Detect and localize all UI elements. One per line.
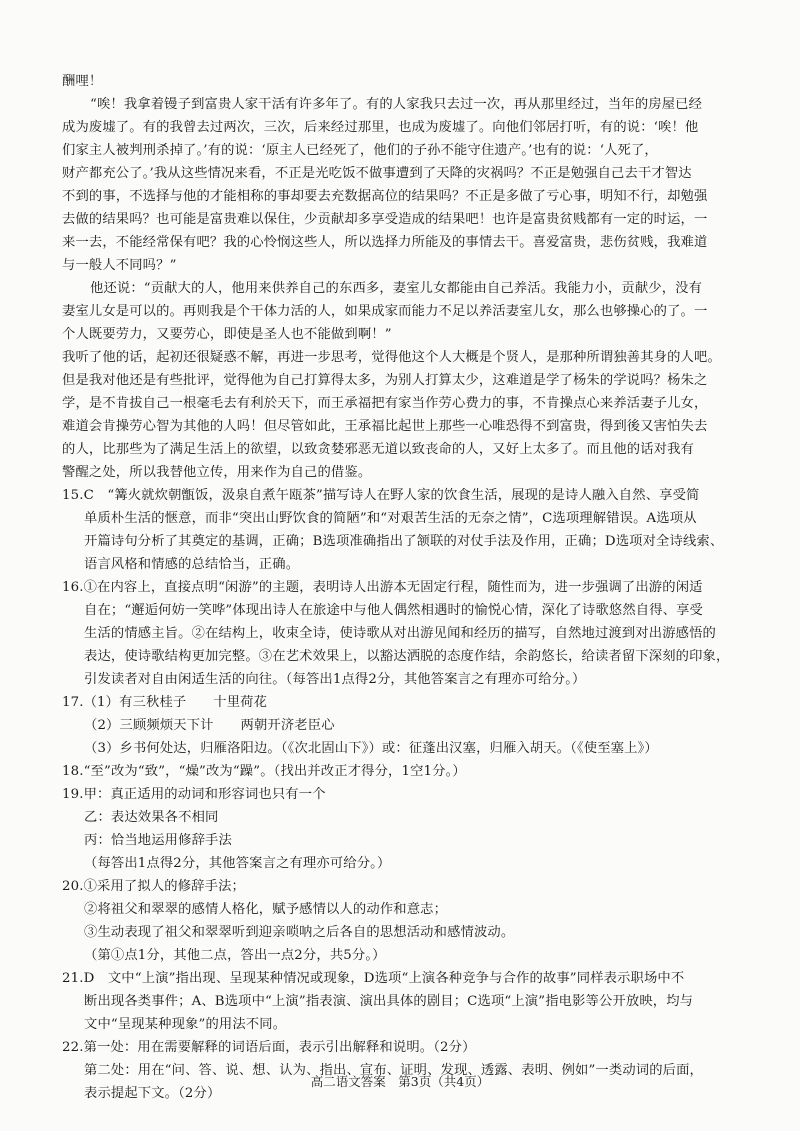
passage-line: “唉！我拿着镘子到富贵人家干活有许多年了。有的人家我只去过一次，再从那里经过，当年的房屋已经 [90,97,703,112]
passage-line: 妻室儿女是可以的。再则我是个干体力活的人，如果成家而能力不足以养活妻室儿女，那么也够操心的了。一 [62,304,708,319]
answer-line: 文中“呈现某种现象”的用法不同。 [84,1017,287,1032]
answer-line: （每答出1点得2分，其他答案言之有理亦可给分。） [84,856,391,871]
answer-line: 20.①采用了拟人的修辞手法； [62,879,245,894]
answer-line: 乙：表达效果各不相同 [84,810,219,825]
passage-line: 我听了他的话，起初还很疑惑不解，再进一步思考，觉得他这个人大概是个贤人，是那种所谓独善其身的人吧。 [62,350,721,365]
answer-line: 表示提起下文。（2分） [84,1086,221,1101]
question-number: 17. [62,695,84,710]
page-footer: 高二语文答案 第3页（共4页） [310,1074,490,1089]
passage-line: 个人既要劳力，又要劳心，即使是圣人也不能做到啊！” [62,327,392,342]
passage-line: 成为废墟了。有的我曾去过两次，三次，后来经过那里，也成为废墟了。向他们邻居打听，有的说：‘唉！他 [62,120,699,135]
passage-line: 与一般人不同吗？” [62,258,177,273]
passage-line: 难道会肯操劳心智为其他的人吗！但尽管如此，王承福比起世上那些一心唯恐得不到富贵，得到後又害怕失去 [62,419,708,434]
answer-line: 18.“至”改为“致”，“燥”改为“躁”。（找出并改正才得分，1空1分。） [62,764,466,779]
answer-item: （1）有三秋桂子 十里荷花 [83,695,268,710]
answer-line: 引发读者对自由闲适生活的向往。（每答出1点得2分，其他答案言之有理亦可给分。） [84,672,586,687]
answer-line: 表达，使诗歌结构更加完整。③在艺术效果上，以豁达洒脱的态度作结，余韵悠长，给读者留下深刻的印象， [84,649,730,664]
passage-line: 但是我对他还是有些批评，觉得他为自己打算得太多，为别人打算太少，这难道是学了杨朱的学说吗？杨朱之 [62,373,708,388]
answer-22 [62,1036,752,1105]
answer-line [62,691,752,714]
answer-sheet-page [62,70,752,1105]
answer-line: 22.第一处：用在需要解释的词语后面，表示引出解释和说明。（2分） [62,1040,476,1055]
answer-line: 16.①在内容上，直接点明“闲游”的主题，表明诗人出游本无固定行程，随性而为，进一步强调了出游的闲适 [62,580,703,595]
answer-item: （3）乡书何处达，归雁洛阳边。（《次北固山下》）或：征蓬出汉塞，归雁入胡天。（《使至塞上》） [84,741,658,756]
answer-line: 语言风格和情感的总结恰当，正确。 [84,557,300,572]
answer-line: （第①点1分，其他二点，答出一点2分，共5分。） [84,948,386,963]
answer-line: 生活的情感主旨。②在结构上，收束全诗，使诗歌从对出游见闻和经历的描写，自然地过渡到对出游感悟的 [84,626,717,641]
passage-line: 不到的事，不选择与他的才能相称的事却要去充数据高位的结果吗？不正是多做了亏心事，明知不行，却勉强 [62,189,708,204]
passage-line: 学，是不肯拔自己一根毫毛去有利於天下，而王承福把有家当作劳心费力的事，不肯操点心来养活妻子儿女， [62,396,708,411]
passage-line: 警醒之处，所以我替他立传，用来作为自己的借鉴。 [62,465,372,480]
answer-line: 19.甲：真正适用的动词和形容词也只有一个 [62,787,326,802]
answer-line: 15.C “篝火就炊朝甑饭，汲泉自煮午瓯茶”描写诗人在野人家的饮食生活，展现的是诗人融入自然、享受简 [62,488,700,503]
answer-20 [62,875,752,967]
answer-18 [62,760,752,783]
passage-line: 财产都充公了。’我从这些情况来看，不正是光吃饭不做事遭到了天降的灾祸吗？不正是勉强自己去干才智达 [62,166,692,181]
answer-line: 第二处：用在“问、答、说、想、认为、指出、宣布、证明、发现、透露、表明、例如”一类动词的后面， [84,1063,704,1078]
passage-line: 来一去，不能经常保有吧？我的心怜悯这些人，所以选择力所能及的事情去干。喜爱富贵，悲伤贫贱，我难道 [62,235,708,250]
answer-line: 单质朴生活的惬意，而非“突出山野饮食的简陋”和“对艰苦生活的无奈之情”，C选项理解错误。A选项从 [84,511,697,526]
answer-line: ③生动表现了祖父和翠翠听到迎亲唢呐之后各自的思想活动和感情波动。 [84,925,515,940]
passage-line: 酬哩！ [62,74,103,89]
answer-line: 21.D 文中“上演”指出现、呈现某种情况或现象，D选项“上演各种竞争与合作的故事”同样表示职场中不 [62,971,685,986]
answer-line: 自在；“邂逅何妨一笑哗”体现出诗人在旅途中与他人偶然相遇时的愉悦心情，深化了诗歌悠然自得、享受 [84,603,704,618]
translation-passage [62,70,752,484]
answer-line: 丙：恰当地运用修辞手法 [84,833,232,848]
answer-item: （2）三顾频烦天下计 两朝开济老臣心 [84,718,335,733]
answer-line: 开篇诗句分析了其奠定的基调，正确；B选项准确指出了颔联的对仗手法及作用，正确；D选项对全诗线索、 [84,534,724,549]
passage-line: 们家主人被判刑杀掉了。’有的说：‘原主人已经死了，他们的子孙不能守住遗产。’也有的说：‘人死了， [62,143,658,158]
answer-15 [62,484,752,576]
answer-line: ②将祖父和翠翠的感情人格化，赋予感情以人的动作和意志； [84,902,448,917]
answer-21 [62,967,752,1036]
answer-17 [62,691,752,760]
answer-16 [62,576,752,691]
passage-line: 的人，比那些为了满足生活上的欲望，以致贪婪邪恶无道以致丧命的人，又好上太多了。而且他的话对我有 [62,442,695,457]
passage-line: 去做的结果吗？也可能是富贵难以保住，少贡献却多享受造成的结果吧！也许是富贵贫贱都有一定的时运，一 [62,212,708,227]
answer-line: 断出现各类事件；A、B选项中“上演”指表演、演出具体的剧目；C选项“上演”指电影等公开放映，均与 [84,994,694,1009]
answer-19 [62,783,752,875]
passage-line: 他还说：“贡献大的人，他用来供养自己的东西多，妻室儿女都能由自己养活。我能力小，贡献少，没有 [90,281,703,296]
